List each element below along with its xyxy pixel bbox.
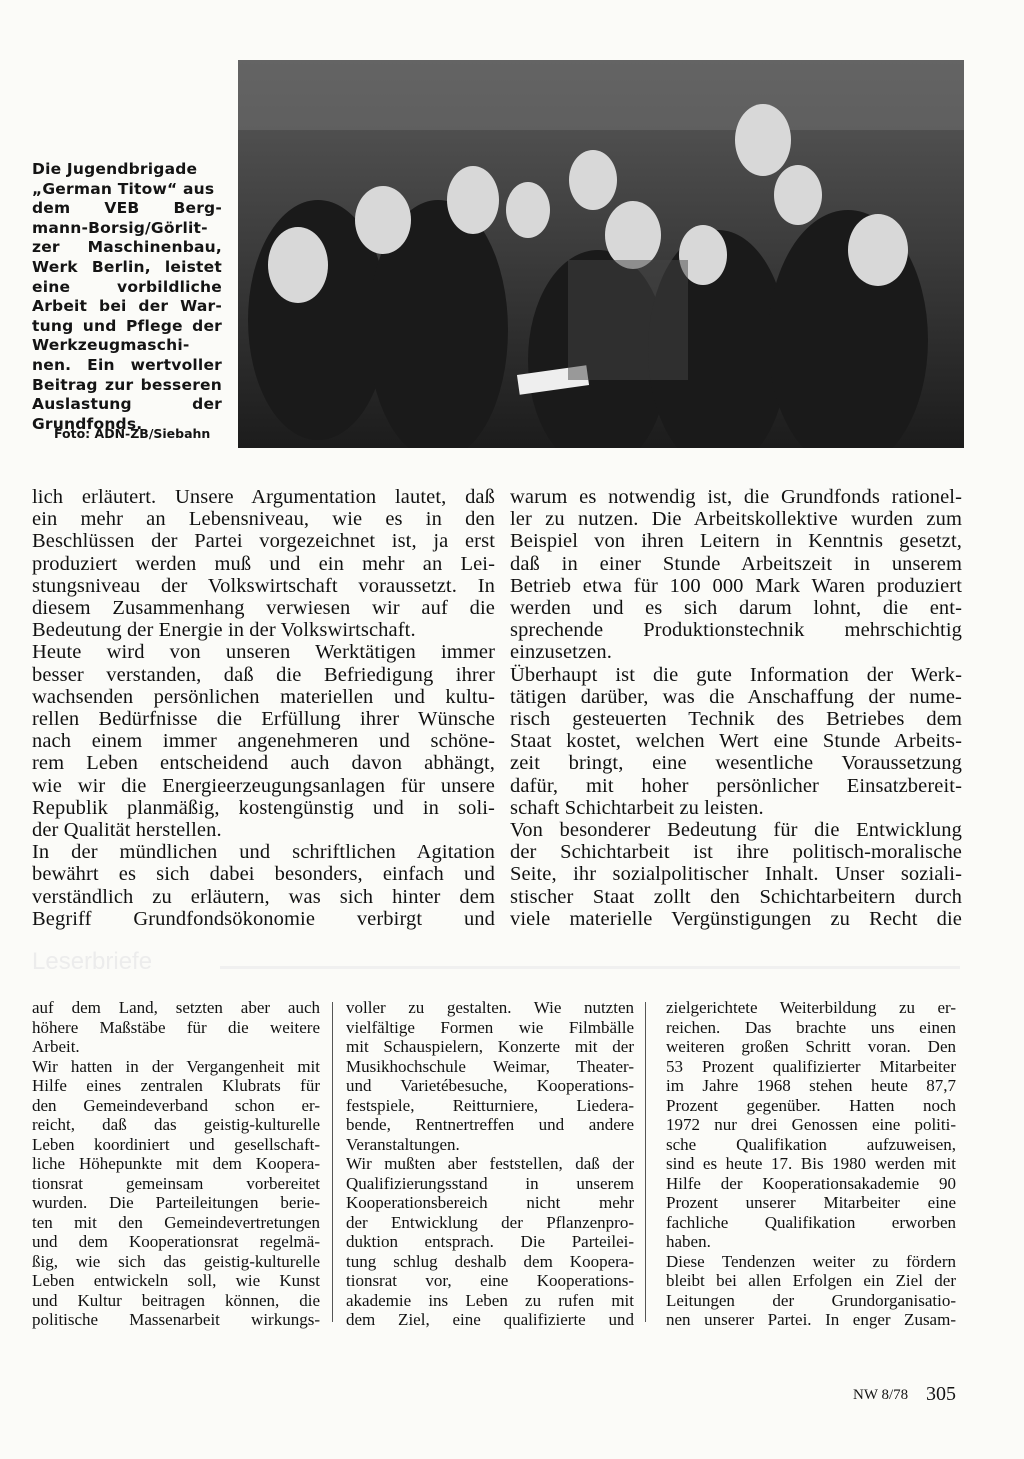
text-line: Wir hatten in der Vergangenheit mit [32,1056,320,1076]
text-line: In der mündlichen und schriftlichen Agitation [32,841,495,864]
text-line: sche Qualifikation aufzuweisen, [666,1134,956,1154]
text-line: Prozent unserer Mitarbeiter eine [666,1193,956,1212]
journal-reference: NW 8/78 [853,1387,909,1403]
text-line: reichen. Das brachte uns einen [666,1017,956,1037]
lower-column-1 [32,998,320,1330]
text-line: zer Maschinenbau, [32,238,222,257]
text-line: politische Massenarbeit wirkungs- [32,1310,320,1329]
text-line: Seite, ihr sozialpolitischer Inhalt. Unser soziali- [510,863,962,886]
text-line: zielgerichtete Weiterbildung zu er- [666,998,956,1017]
text-line: wie wir die Energieerzeugungsanlagen für unsere [32,774,495,797]
text-line: Wir mußten aber feststellen, daß der [346,1154,634,1173]
text-line: nen. Ein wertvoller [32,355,222,374]
text-line: dafür, mit hoher persönlicher Einsatzbereit- [510,774,962,797]
text-line: Kooperationsbereich nicht mehr [346,1193,634,1212]
text-line: viele materielle Vergünstigungen zu Recht die [510,907,962,930]
text-line: rellen Bedürfnisse die Erfüllung ihrer Wünsche [32,708,495,731]
text-line: im Jahre 1968 stehen heute 87,7 [666,1076,956,1095]
text-line: werden und es sich darum lohnt, die ent- [510,597,962,620]
text-line: und Kultur beitragen können, die [32,1290,320,1310]
text-line: Hilfe eines zentralen Klubrats für [32,1076,320,1095]
text-line: weiteren großen Schritt voran. Den [666,1037,956,1056]
text-line: vielfältige Formen wie Filmbälle [346,1017,634,1037]
column-divider [332,1002,333,1322]
text-line: Werkzeugmaschi- [32,336,190,355]
section-heading [30,948,960,978]
text-line: ßig, wie sich das geistig-kulturelle [32,1251,320,1271]
text-line: ten mit den Gemeindevertretungen [32,1212,320,1232]
text-line: Leitungen der Grundorganisatio- [666,1290,956,1310]
text-line: Arbeit bei der War- [32,297,222,316]
text-line: wurden. Die Parteileitungen berie- [32,1193,320,1212]
text-line: ein mehr an Lebensniveau, wie es in den [32,508,495,531]
upper-left-column [32,486,495,930]
text-line: 53 Prozent qualifizierter Mitarbeiter [666,1056,956,1076]
text-line: Überhaupt ist die gute Information der Werk- [510,663,962,686]
text-line: Staat kostet, welchen Wert eine Stunde Arbeits- [510,730,962,753]
column-divider [645,1002,646,1322]
text-line: Hilfe der Kooperationsakademie 90 [666,1173,956,1193]
text-line: Von besonderer Bedeutung für die Entwicklung [510,819,962,842]
text-line: Qualifizierungsstand in unserem [346,1173,634,1193]
text-line: Diese Tendenzen weiter zu fördern [666,1251,956,1271]
text-line: Beitrag zur besseren [32,375,222,394]
text-line: tung schlug deshalb dem Koopera- [346,1251,634,1271]
text-line: Musikhochschule Weimar, Theater- [346,1056,634,1076]
text-line: sprechende Produktionstechnik mehrschichtig [510,619,962,642]
text-line: dem Ziel, eine qualifizierte und [346,1310,634,1329]
text-line: Die Jugendbrigade [32,160,198,178]
text-line: Beschlüssen der Partei vorgezeichnet ist, ja erst [32,530,495,553]
text-line: produziert werden muß und ein mehr an Lei- [32,552,495,575]
text-line: rem Leben entscheidend auch davon abhängt, [32,752,495,775]
text-line: festspiele, Reitturniere, Liederа- [346,1095,634,1115]
text-line: der Schichtarbeit ist ihre politisch-moralische [510,841,962,864]
text-line: schaft Schichtarbeit zu leisten. [510,796,764,819]
text-line: und Varietébesuche, Kooperations- [346,1076,634,1095]
text-line: Arbeit. [32,1037,80,1056]
text-line: sind es heute 17. Bis 1980 werden mit [666,1154,956,1173]
text-line: einzusetzen. [510,641,612,664]
text-line: duktion entsprach. Die Parteilei- [346,1232,634,1251]
text-line: liche Höhepunkte mit dem Koopera- [32,1154,320,1173]
section-heading-text: Leserbriefe [32,948,153,975]
photo-caption [32,160,222,434]
text-line: mit Schauspielern, Konzerte mit der [346,1037,634,1056]
text-line: voller zu gestalten. Wie nutzten [346,998,634,1017]
text-line: nach einem immer angenehmeren und schöne- [32,730,495,753]
text-line: Grundfonds. [32,414,143,433]
text-line: bleibt bei allen Erfolgen ein Ziel der [666,1271,956,1290]
text-line: akademie ins Leben zu rufen mit [346,1290,634,1310]
text-line: stischer Staat zollt den Schichtarbeitern durch [510,885,962,908]
text-line: reicht, daß das geistig-kulturelle [32,1115,320,1134]
text-line: Beispiel von ihren Leitern in Kenntnis gesetzt, [510,530,962,553]
text-line: auf dem Land, setzten aber auch [32,998,320,1017]
text-line: Heute wird von unseren Werktätigen immer [32,641,495,664]
text-line: Begriff Grundfondsökonomie verbirgt und [32,907,495,930]
text-line: „German Titow“ aus [32,179,215,198]
brigade-photo [238,60,964,448]
text-line: der Qualität herstellen. [32,819,222,842]
text-line: bende, Rentnertreffen und andere [346,1115,634,1134]
photo-credit: Foto: ADN-ZB/Siebahn [54,426,211,441]
text-line: risch gesteuerten Technik des Betriebes dem [510,708,962,731]
lower-column-3 [666,998,956,1330]
text-line: Betrieb etwa für 100 000 Mark Waren produziert [510,574,962,597]
text-line: Bedeutung der Energie in der Volkswirtschaft. [32,619,416,642]
text-line: stungsniveau der Volkswirtschaft voraussetzt. In [32,574,495,597]
text-line: tätigen darüber, was die Anschaffung der nume- [510,685,962,708]
text-line: haben. [666,1232,711,1251]
text-line: diesem Zusammenhang verwiesen wir auf die [32,597,495,620]
text-line: der Entwicklung der Pflanzenpro- [346,1212,634,1232]
text-line: den Gemeindeverband schon er- [32,1095,320,1115]
text-line: bewährt es sich dabei besonders, einfach und [32,863,495,886]
text-line: dem VEB Berg- [32,199,222,218]
text-line: tionsrat vor, eine Kooperations- [346,1271,634,1290]
text-line: Prozent gegenüber. Hatten noch [666,1095,956,1115]
text-line: tung und Pflege der [32,316,222,335]
text-line: tionsrat gemeinsam vorbereitet [32,1173,320,1193]
text-line: Werk Berlin, leistet [32,257,222,276]
text-line: daß in einer Stunde Arbeitszeit in unserem [510,552,962,575]
upper-right-column [510,486,962,930]
text-line: eine vorbildliche [32,277,222,296]
page-number: 305 [926,1383,956,1405]
text-line: lich erläutert. Unsere Argumentation lautet, daß [32,486,495,508]
photo-illustration [238,60,964,448]
text-line: fachliche Qualifikation erworben [666,1212,956,1232]
section-rule [220,966,960,969]
text-line: höhere Maßstäbe für die weitere [32,1017,320,1037]
text-line: zeit bringt, eine wesentliche Voraussetzung [510,752,962,775]
text-line: Leben koordiniert und gesellschaft- [32,1134,320,1154]
text-line: 1972 nur drei Genossen eine politi- [666,1115,956,1134]
text-line: wachsenden persönlichen materiellen und kultu- [32,685,495,708]
text-line: Republik planmäßig, kostengünstig und in soli- [32,796,495,819]
text-line: Veranstaltungen. [346,1134,460,1154]
text-line: Auslastung der [32,395,222,414]
text-line: besser verstanden, daß die Befriedigung ihrer [32,663,495,686]
text-line: mann-Borsig/Görlit- [32,218,208,237]
text-line: und dem Kooperationsrat regelmä- [32,1232,320,1251]
text-line: nen unserer Partei. In enger Zusam- [666,1310,956,1329]
text-line: ler zu nutzen. Die Arbeitskollektive wurden zum [510,508,962,531]
text-line: Leben entwickeln soll, wie Kunst [32,1271,320,1290]
text-line: verständlich zu erläutern, was sich hinter dem [32,885,495,908]
text-line: warum es notwendig ist, die Grundfonds rationel- [510,486,962,508]
lower-column-2 [346,998,634,1330]
